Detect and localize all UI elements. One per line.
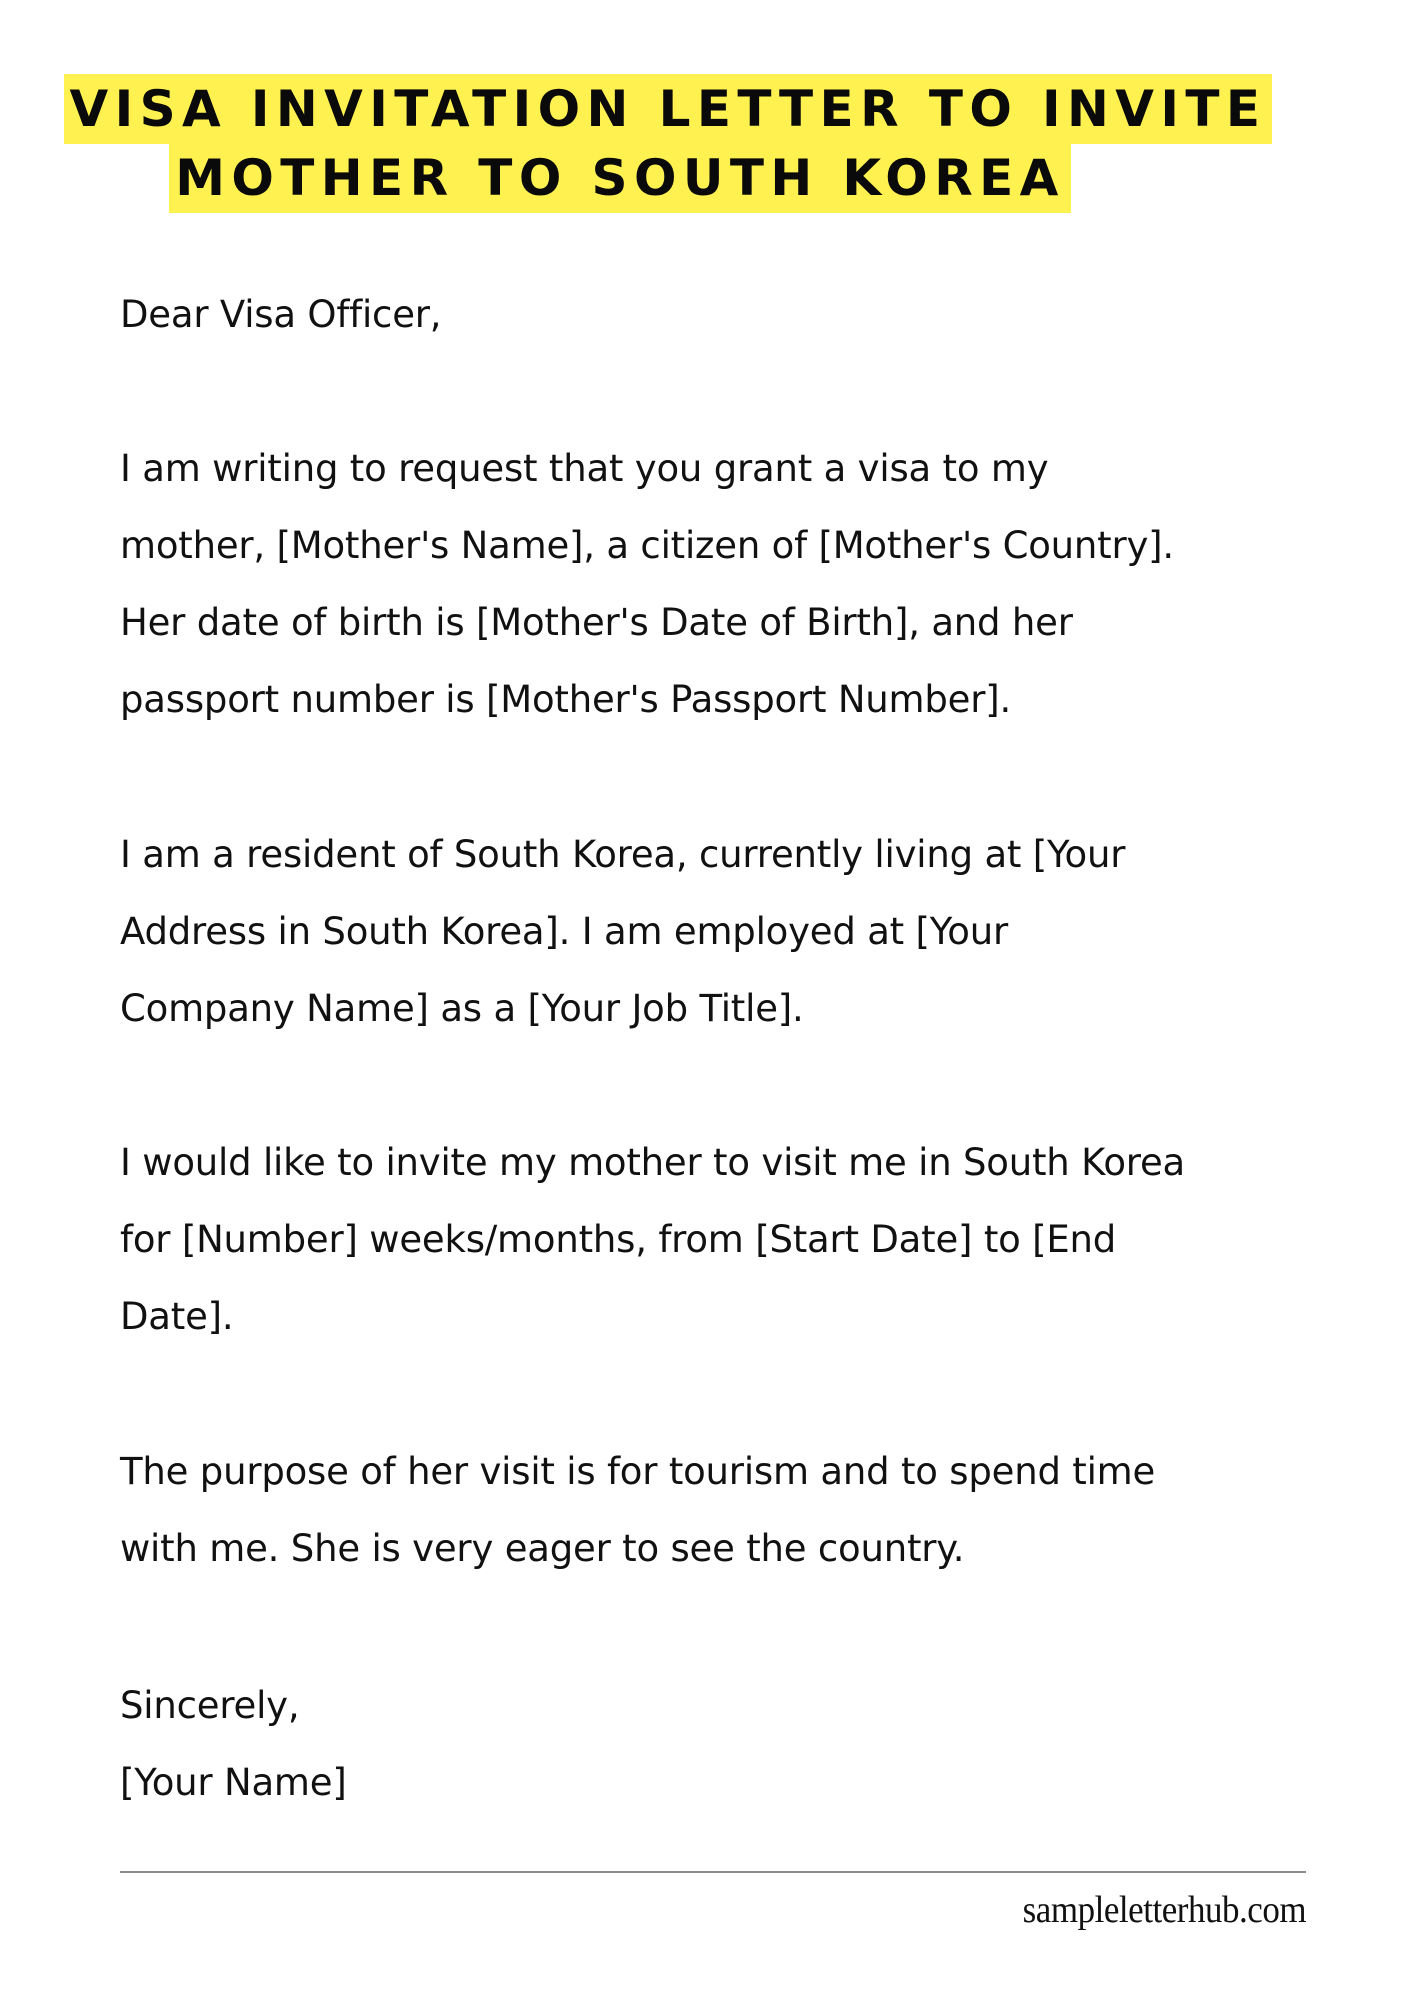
paragraph-line: with me. She is very eager to see the country. [120,1527,965,1570]
paragraph-line: I am a resident of South Korea, currently living at [Your [120,833,1126,876]
paragraph-line: Date]. [120,1295,234,1338]
paragraph-line: passport number is [Mother's Passport Number]. [120,678,1012,721]
paragraph-line: Address in South Korea]. I am employed at [Your [120,910,1008,953]
footer-site-name: sampleletterhub.com [1022,1889,1306,1931]
letter-body [120,0,1360,2000]
footer-divider [120,1871,1306,1873]
paragraph-line: I am writing to request that you grant a visa to my [120,447,1049,490]
closing: Sincerely, [120,1684,300,1727]
paragraph-line: The purpose of her visit is for tourism and to spend time [120,1450,1156,1493]
paragraph-line: mother, [Mother's Name], a citizen of [Mother's Country]. [120,524,1174,567]
paragraph-line: I would like to invite my mother to visit me in South Korea [120,1141,1186,1184]
paragraph-line: Company Name] as a [Your Job Title]. [120,987,804,1030]
salutation: Dear Visa Officer, [120,293,442,336]
paragraph-line: Her date of birth is [Mother's Date of Birth], and her [120,601,1073,644]
title-line-2: MOTHER TO SOUTH KOREA [169,143,1071,213]
signature: [Your Name] [120,1761,347,1804]
title-line-1: VISA INVITATION LETTER TO INVITE [64,74,1273,144]
paragraph-line: for [Number] weeks/months, from [Start Date] to [End [120,1218,1117,1261]
